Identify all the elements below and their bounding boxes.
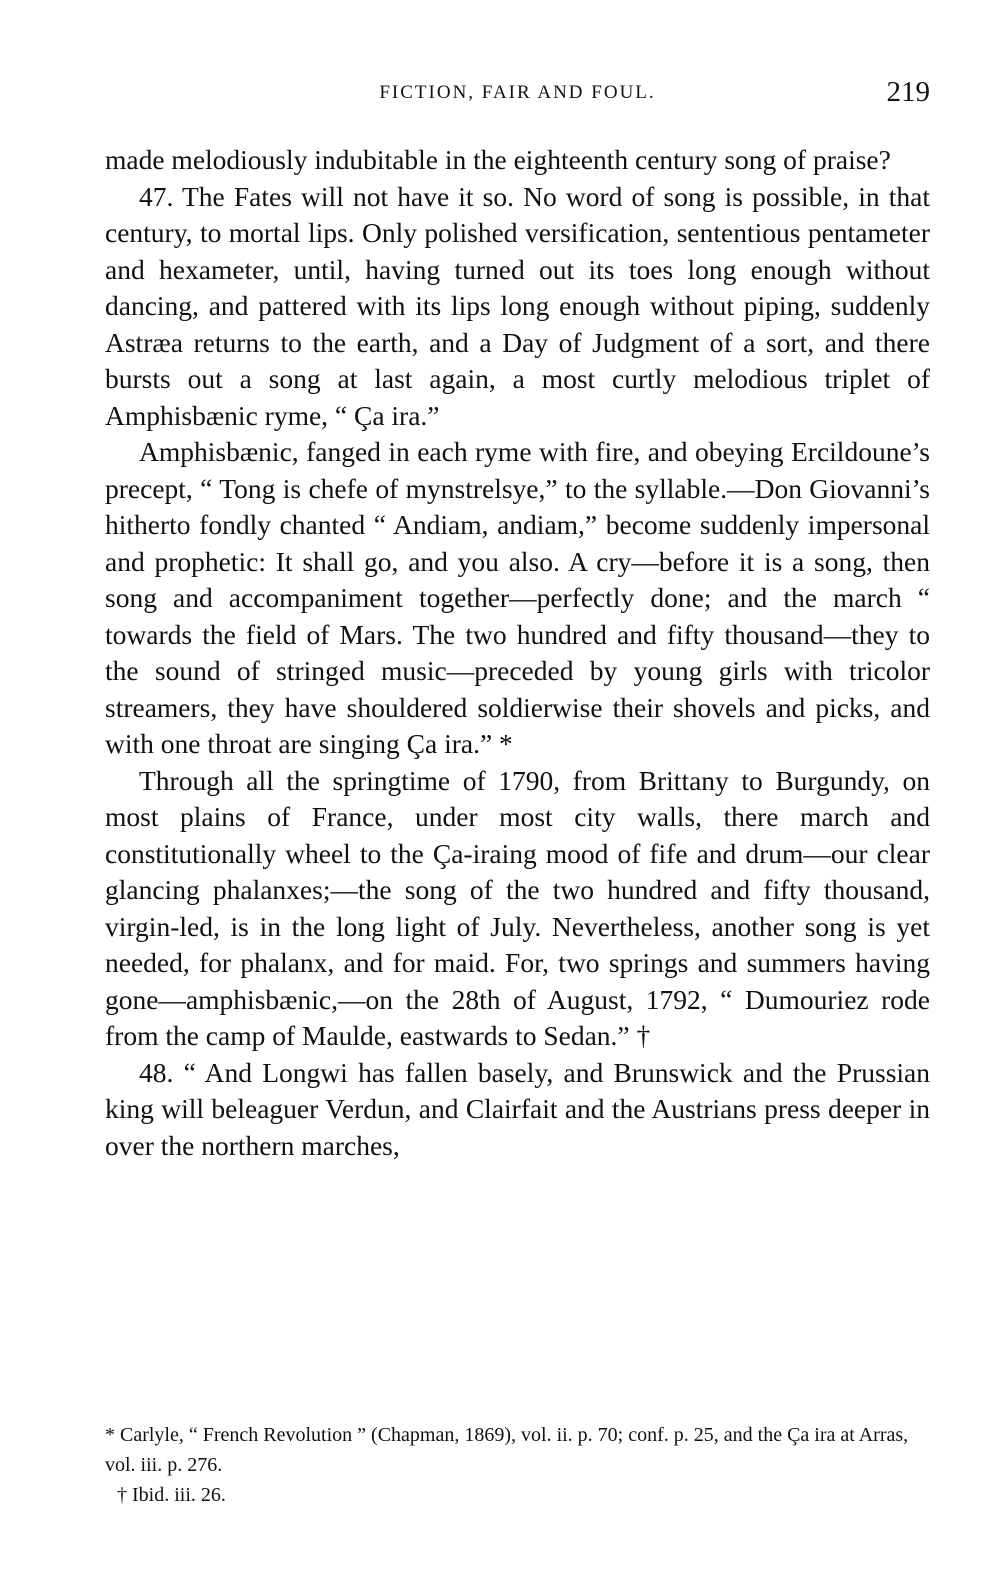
- footnotes: [105, 1420, 930, 1510]
- paragraph-continuation: made melodiously indubitable in the eighteenth century song of praise?: [105, 144, 891, 175]
- footnote-asterisk: * Carlyle, “ French Revolution ” (Chapman, 1869), vol. ii. p. 70; conf. p. 25, and the Ça ira at Arras, vol. iii. p. 276.: [105, 1424, 909, 1476]
- page-number: 219: [886, 76, 930, 108]
- paragraph-springtime-1790: Through all the springtime of 1790, from Brittany to Burgundy, on most plains of France, under most city walls, there march and constitutionally wheel to the Ça-iraing mood of fife and drum—our clear glancing phalanxes;—the song of the two hundred and fifty thousand, virgin-led, is in the long light of July. Nevertheless, another song is yet needed, for phalanx, and for maid. For, two springs and summers having gone—amphisbænic,—on the 28th of August, 1792, “ Dumouriez rode from the camp of Maulde, eastwards to Sedan.” †: [105, 764, 930, 1051]
- running-title: FICTION, FAIR AND FOUL.: [379, 82, 656, 103]
- page-header: [105, 76, 930, 112]
- paragraph-48: 48. “ And Longwi has fallen basely, and Brunswick and the Prussian king will beleaguer Verdun, and Clairfait and the Austrians press deeper in over the northern marches,: [105, 1056, 930, 1161]
- body-text: [105, 142, 930, 1164]
- paragraph-47: 47. The Fates will not have it so. No word of song is possible, in that century, to mortal lips. Only polished versification, sententious pentameter and hexameter, until, having turned out its toes long enough without dancing, and pattered with its lips long enough without piping, suddenly Astræa returns to the earth, and a Day of Judgment of a sort, and there bursts out a song at last again, a most curtly melodious triplet of Amphisbænic ryme, “ Ça ira.”: [105, 180, 930, 431]
- paragraph-amphisbaenic: Amphisbænic, fanged in each ryme with fire, and obeying Ercildoune’s precept, “ Tong is chefe of mynstrelsye,” to the syllable.—Don Giovanni’s hitherto fondly chanted “ Andiam, andiam,” become suddenly impersonal and prophetic: It shall go, and you also. A cry—before it is a song, then song and accompaniment together—perfectly done; and the march “ towards the field of Mars. The two hundred and fifty thousand—they to the sound of stringed music—preceded by young girls with tricolor streamers, they have shouldered soldierwise their shovels and picks, and with one throat are singing Ça ira.” *: [105, 436, 930, 759]
- footnote-dagger: † Ibid. iii. 26.: [117, 1484, 226, 1506]
